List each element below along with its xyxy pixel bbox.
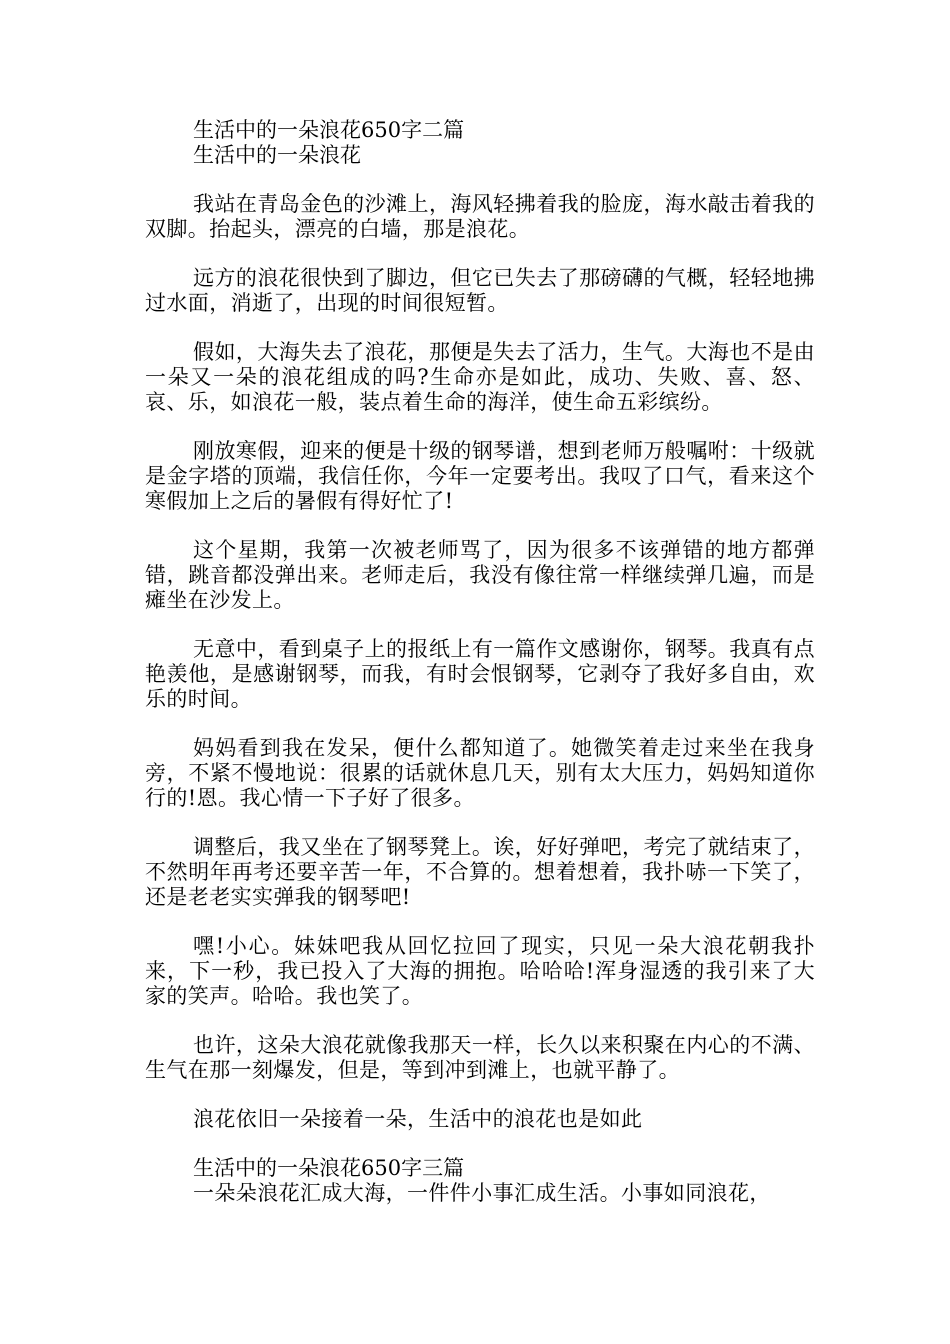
spacer [145,910,815,934]
spacer [145,168,815,192]
paragraph-12: 一朵朵浪花汇成大海，一件件小事汇成生活。小事如同浪花， [193,1181,771,1205]
paragraph-4: 刚放寒假，迎来的便是十级的钢琴谱，想到老师万般嘱咐：十级就是金字塔的顶端，我信任你，今年一定要考出。我叹了口气，看来这个寒假加上之后的暑假有得好忙了! [145,439,815,513]
spacer [145,1009,815,1033]
paragraph-2: 远方的浪花很快到了脚边，但它已失去了那磅礴的气概，轻轻地拂过水面，消逝了，出现的时间很短暂。 [145,266,815,315]
spacer [145,415,815,439]
paragraph-3: 假如，大海失去了浪花，那便是失去了活力，生气。大海也不是由一朵又一朵的浪花组成的吗?生命亦是如此，成功、失败、喜、怒、哀、乐，如浪花一般，装点着生命的海洋，使生命五彩缤纷。 [145,340,815,414]
spacer [145,811,815,835]
paragraph-8: 调整后，我又坐在了钢琴凳上。诶，好好弹吧，考完了就结束了，不然明年再考还要辛苦一年，不合算的。想着想着，我扑哧一下笑了，还是老老实实弹我的钢琴吧! [145,835,815,909]
paragraph-7: 妈妈看到我在发呆，便什么都知道了。她微笑着走过来坐在我身旁，不紧不慢地说：很累的话就休息几天，别有太大压力，妈妈知道你行的!恩。我心情一下子好了很多。 [145,736,815,810]
spacer [145,242,815,266]
spacer [145,316,815,340]
spacer [145,613,815,637]
spacer [145,514,815,538]
spacer [145,712,815,736]
section-title: 生活中的一朵浪花650字三篇 [193,1156,465,1180]
spacer [145,1083,815,1107]
essay-title: 生活中的一朵浪花 [193,143,361,167]
paragraph-1: 我站在青岛金色的沙滩上，海风轻拂着我的脸庞，海水敲击着我的双脚。抬起头，漂亮的白墙，那是浪花。 [145,192,815,241]
paragraph-10: 也许，这朵大浪花就像我那天一样，长久以来积聚在内心的不满、生气在那一刻爆发，但是，等到冲到滩上，也就平静了。 [145,1033,815,1082]
document-title: 生活中的一朵浪花650字二篇 [193,118,465,142]
paragraph-6: 无意中，看到桌子上的报纸上有一篇作文感谢你，钢琴。我真有点艳羡他，是感谢钢琴，而我，有时会恨钢琴，它剥夺了我好多自由，欢乐的时间。 [145,637,815,711]
paragraph-11: 浪花依旧一朵接着一朵，生活中的浪花也是如此 [193,1107,643,1131]
paragraph-5: 这个星期，我第一次被老师骂了，因为很多不该弹错的地方都弹错，跳音都没弹出来。老师走后，我没有像往常一样继续弹几遍，而是瘫坐在沙发上。 [145,538,815,612]
document-page [145,118,815,1206]
paragraph-9: 嘿!小心。妹妹吧我从回忆拉回了现实，只见一朵大浪花朝我扑来，下一秒，我已投入了大海的拥抱。哈哈哈!浑身湿透的我引来了大家的笑声。哈哈。我也笑了。 [145,934,815,1008]
spacer [145,1132,815,1156]
